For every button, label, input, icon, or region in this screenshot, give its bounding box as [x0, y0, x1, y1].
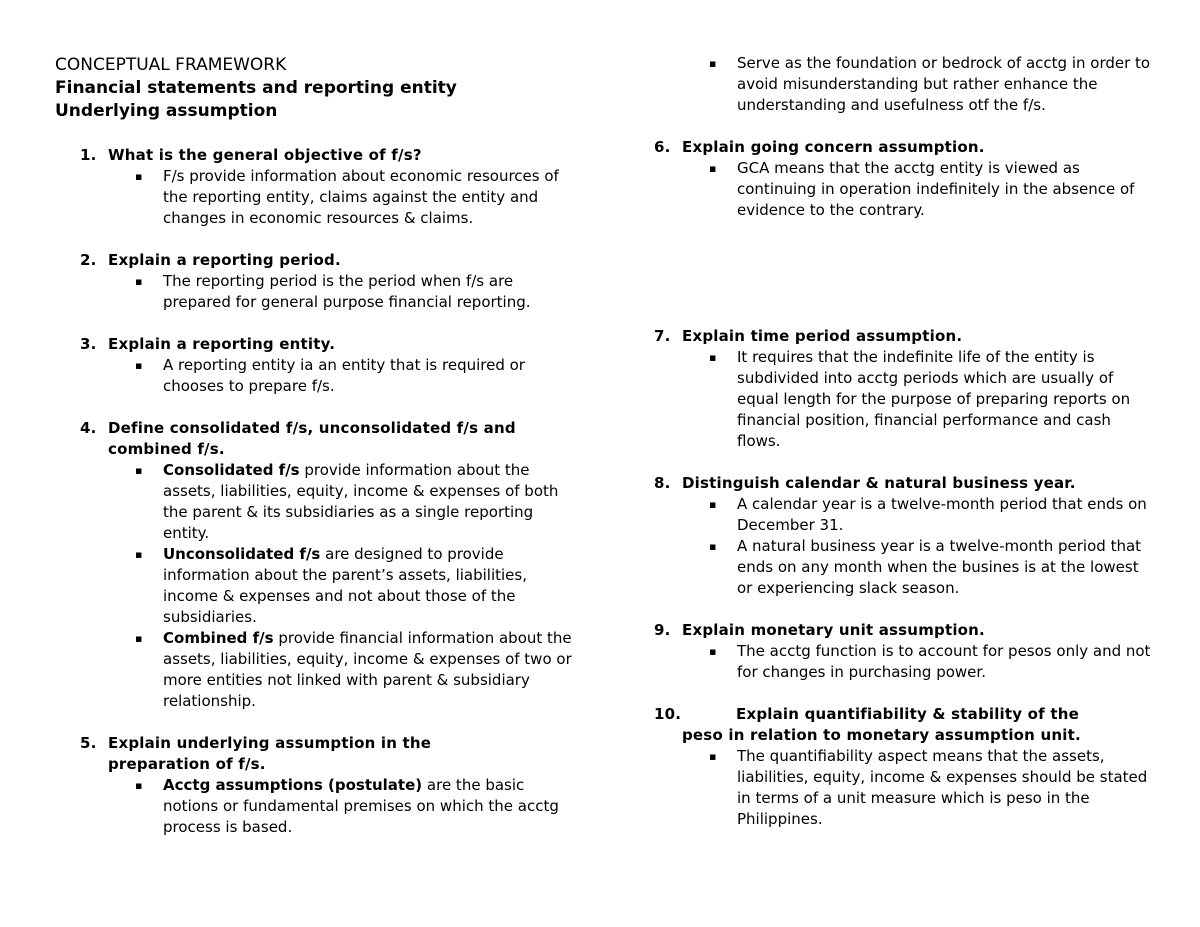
answer-text: It requires that the indefinite life of the entity is subdivided into acctg periods which are usually of equal length for the purpose of preparing reports on financial position, financial performance and cash flows.: [737, 348, 1131, 450]
bullet-icon: ▪: [709, 351, 717, 364]
question-5-continued: [654, 53, 1154, 116]
question-number: 4.: [80, 419, 97, 437]
question-1: [80, 145, 580, 229]
question-text: Define consolidated f/s, unconsolidated f/s and: [108, 419, 516, 437]
answer-item: [654, 158, 1154, 221]
question-3: [80, 334, 580, 397]
answer-text: The quantifiability aspect means that the assets, liabilities, equity, income & expenses should be stated in terms of a unit measure which is peso in the Philippines.: [737, 747, 1148, 828]
answer-item: [80, 628, 580, 712]
question-text-continued: peso in relation to monetary assumption unit.: [682, 726, 1081, 744]
answer-text: are the basic notions or fundamental premises on which the acctg process is based.: [163, 776, 559, 836]
bullet-icon: ▪: [709, 498, 717, 511]
question-number: 10.: [654, 705, 682, 723]
answer-item: [80, 166, 580, 229]
question-number: 5.: [80, 734, 97, 752]
question-text: Explain a reporting period.: [108, 251, 341, 269]
question-10: [654, 704, 1154, 830]
answer-item: [80, 355, 580, 397]
answer-term: Consolidated f/s: [163, 461, 300, 479]
answer-item: [80, 460, 580, 544]
question-text: Distinguish calendar & natural business year.: [682, 474, 1076, 492]
bullet-icon: ▪: [135, 170, 143, 183]
answer-text: F/s provide information about economic resources of the reporting entity, claims against the entity and changes in economic resources & claims.: [163, 167, 559, 227]
answer-text: Serve as the foundation or bedrock of acctg in order to avoid misunderstanding but rather enhance the understanding and usefulness otf the f/s.: [737, 54, 1151, 114]
bullet-icon: ▪: [135, 632, 143, 645]
question-text: Explain time period assumption.: [682, 327, 963, 345]
answer-item: [80, 544, 580, 628]
question-9: [654, 620, 1154, 683]
answer-item: [654, 347, 1154, 452]
question-text: Explain going concern assumption.: [682, 138, 985, 156]
question-5: [80, 733, 580, 838]
doc-title: CONCEPTUAL FRAMEWORK: [55, 55, 287, 75]
bullet-icon: ▪: [709, 645, 717, 658]
doc-topic: Underlying assumption: [55, 101, 278, 121]
answer-item: [80, 775, 580, 838]
answer-text: The reporting period is the period when f/s are prepared for general purpose financial reporting.: [163, 272, 531, 311]
question-number: 9.: [654, 621, 671, 639]
answer-text: The acctg function is to account for pesos only and not for changes in purchasing power.: [737, 642, 1151, 681]
question-8: [654, 473, 1154, 599]
answer-term: Acctg assumptions (postulate): [163, 776, 423, 794]
bullet-icon: ▪: [135, 464, 143, 477]
bullet-icon: ▪: [135, 359, 143, 372]
answer-term: Combined f/s: [163, 629, 274, 647]
question-4: [80, 418, 580, 712]
answer-text: A natural business year is a twelve-month period that ends on any month when the busines is at the lowest or experiencing slack season.: [737, 537, 1142, 597]
answer-term: Unconsolidated f/s: [163, 545, 321, 563]
question-text-continued: preparation of f/s.: [108, 755, 266, 773]
question-text: Explain quantifiability & stability of the: [736, 705, 1079, 723]
answer-text: A calendar year is a twelve-month period that ends on December 31.: [737, 495, 1147, 534]
bullet-icon: ▪: [135, 548, 143, 561]
answer-text: GCA means that the acctg entity is viewed as continuing in operation indefinitely in the absence of evidence to the contrary.: [737, 159, 1135, 219]
answer-item: [654, 746, 1154, 830]
bullet-icon: ▪: [709, 540, 717, 553]
bullet-icon: ▪: [709, 57, 717, 70]
question-text-continued: combined f/s.: [108, 440, 225, 458]
question-text: Explain underlying assumption in the: [108, 734, 432, 752]
answer-text: A reporting entity ia an entity that is required or chooses to prepare f/s.: [163, 356, 525, 395]
answer-item: [654, 494, 1154, 536]
left-column: [80, 145, 580, 859]
question-number: 6.: [654, 138, 671, 156]
doc-subtitle: Financial statements and reporting entity: [55, 78, 457, 98]
question-text: Explain monetary unit assumption.: [682, 621, 985, 639]
question-6: [654, 137, 1154, 221]
bullet-icon: ▪: [709, 162, 717, 175]
right-column: [654, 53, 1154, 851]
answer-text: provide information about the assets, liabilities, equity, income & expenses of both the parent & its subsidiaries as a single reporting entity.: [163, 461, 559, 542]
answer-text: are designed to provide information about the parent’s assets, liabilities, income & expenses and not about those of the subsidiaries.: [163, 545, 527, 626]
question-2: [80, 250, 580, 313]
question-7: [654, 326, 1154, 452]
question-text: Explain a reporting entity.: [108, 335, 336, 353]
question-number: 3.: [80, 335, 97, 353]
question-text: What is the general objective of f/s?: [108, 146, 422, 164]
answer-item: [654, 641, 1154, 683]
question-number: 8.: [654, 474, 671, 492]
answer-item: [80, 271, 580, 313]
answer-item: [654, 53, 1154, 116]
document-header: [55, 54, 457, 123]
answer-item: [654, 536, 1154, 599]
bullet-icon: ▪: [135, 779, 143, 792]
question-number: 7.: [654, 327, 671, 345]
answer-text: provide financial information about the assets, liabilities, equity, income & expenses of two or more entities not linked with parent & subsidiary relationship.: [163, 629, 572, 710]
bullet-icon: ▪: [135, 275, 143, 288]
bullet-icon: ▪: [709, 750, 717, 763]
question-number: 2.: [80, 251, 97, 269]
question-number: 1.: [80, 146, 97, 164]
